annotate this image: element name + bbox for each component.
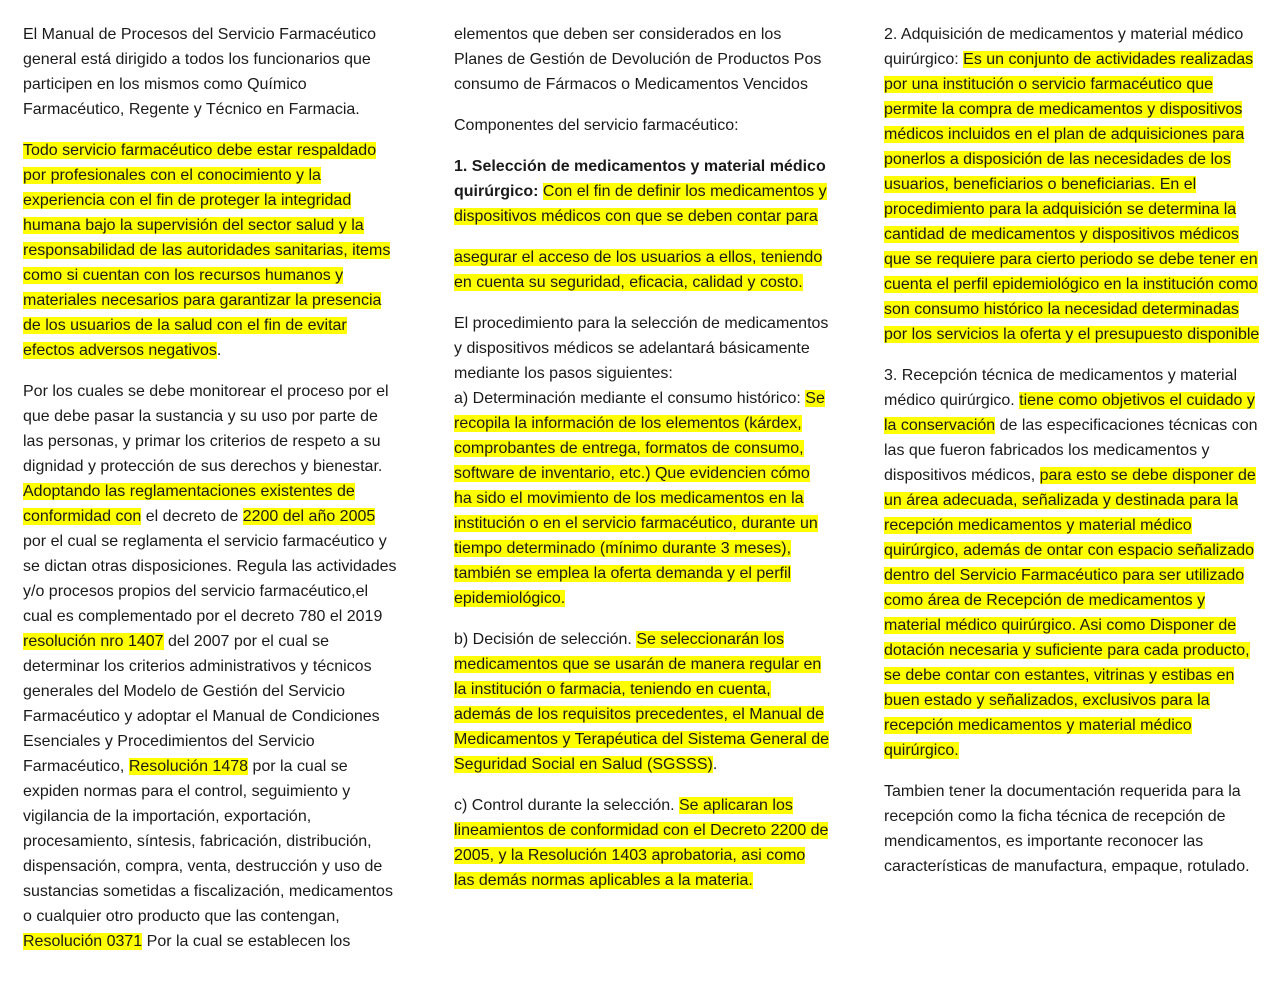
text-segment: Por los cuales se debe monitorear el proceso por el que debe pasar la sustancia y su uso por parte de las personas, y primar los criterios de respeto a su dignidad y protección de sus derechos y bienestar. (23, 383, 389, 475)
text-segment: 2. Adquisición de medicamentos y material médico quirúrgico: (884, 26, 1244, 68)
text-segment: b) Decisión de selección. (454, 631, 637, 648)
section-heading: 1. Selección de medicamentos y material médico quirúrgico: (454, 158, 826, 200)
text-segment: . (712, 756, 718, 773)
highlighted-text: Todo servicio farmacéutico debe estar respaldado por profesionales con el conocimiento y la experiencia con el fin de proteger la integridad humana bajo la supervisión del sector salud y la responsabilidad de las autoridades sanitarias, items como si cuentan con los recursos humanos y materiales necesarios para garantizar la presencia de los usuarios de la salud con el fin de evitar efectos adversos negativos (23, 142, 391, 359)
text-segment: . (216, 342, 222, 359)
text-segment: El procedimiento para la selección de medicamentos y dispositivos médicos se adelantará básicamente mediante los pasos siguientes: (454, 315, 829, 382)
paragraph (454, 793, 829, 893)
text-column-2 (454, 22, 829, 909)
highlighted-text: Es un conjunto de actividades realizadas por una institución o servicio farmacéutico que permite la compra de medicamentos y dispositivos médicos incluidos en el plan de adquisiciones para ponerlos a disposición de las necesidades de los usuarios, beneficiarios o beneficiarias. En el procedimiento para la adquisición se determina la cantidad de medicamentos y dispositivos médicos que se requiere para cierto periodo se debe tener en cuenta el perfil epidemiológico en la institución como son consumo histórico la necesidad determinadas por los servicios la oferta y el presupuesto disponible (884, 51, 1260, 343)
highlighted-text: Resolución 1478 (128, 758, 249, 775)
paragraph (454, 22, 829, 97)
paragraph (23, 379, 401, 954)
highlighted-text: Se aplicaran los lineamientos de conformidad con el Decreto 2200 de 2005, y la Resolución 1403 aprobatoria, asi como las demás normas aplicables a la materia. (454, 797, 829, 889)
paragraph (454, 627, 829, 777)
highlighted-text: para esto se debe disponer de un área adecuada, señalizada y destinada para la recepción medicamentos y material médico quirúrgico, además de ontar con espacio señalizado dentro del Servicio Farmacéutico para ser utilizado como área de Recepción de medicamentos y material médico quirúrgico. Asi como Disponer de dotación necesaria y suficiente para cada producto, se debe contar con estantes, vitrinas y estibas en buen estado y señalizados, exclusivos para la recepción medicamentos y material médico quirúrgico. (884, 467, 1256, 759)
paragraph (884, 363, 1260, 763)
highlighted-text: Se recopila la información de los elementos (kárdex, comprobantes de entrega, formatos de consumo, software de inventario, etc.) Que evidencien cómo ha sido el movimiento de los medicamentos en la institución o en el servicio farmacéutico, durante un tiempo determinado (mínimo durante 3 meses), también se emplea la oferta demanda y el perfil epidemiológico. (454, 390, 825, 607)
text-segment: elementos que deben ser considerados en los Planes de Gestión de Devolución de Productos Pos consumo de Fármacos o Medicamentos Vencidos (454, 26, 822, 93)
text-segment: Por la cual se establecen los (142, 933, 351, 950)
paragraph (454, 154, 829, 229)
highlighted-text: resolución nro 1407 (23, 633, 164, 650)
paragraph (884, 779, 1260, 879)
paragraph (884, 22, 1260, 347)
text-segment: el decreto de (141, 508, 243, 525)
text-segment: Componentes del servicio farmacéutico: (454, 117, 739, 134)
highlighted-text: Con el fin de definir los medicamentos y dispositivos médicos con que se deben contar para (454, 183, 827, 225)
text-segment: c) Control durante la selección. (454, 797, 679, 814)
text-column-3 (884, 22, 1260, 895)
highlighted-text: 2200 del año 2005 (242, 508, 376, 525)
text-segment: 3. Recepción técnica de medicamentos y material médico quirúrgico. (884, 367, 1238, 409)
paragraph (23, 138, 401, 363)
highlighted-text: tiene como objetivos el cuidado y la conservación (884, 392, 1255, 434)
paragraph (454, 311, 829, 611)
paragraph (23, 22, 401, 122)
text-segment: por la cual se expiden normas para el control, seguimiento y vigilancia de la importación, exportación, procesamiento, síntesis, fabricación, distribución, dispensación, compra, venta, destrucción y uso de sustancias sometidas a fiscalización, medicamentos o cualquier otro producto que las contengan, (23, 758, 393, 925)
text-segment: del 2007 por el cual se determinar los criterios administrativos y técnicos generales del Modelo de Gestión del Servicio Farmacéutico y adoptar el Manual de Condiciones Esenciales y Procedimientos del Servicio Farmacéutico, (23, 633, 380, 775)
paragraph (454, 113, 829, 138)
text-segment: Tambien tener la documentación requerida para la recepción como la ficha técnica de recepción de mendicamentos, es importante reconocer las características de manufactura, empaque, rotulado. (884, 783, 1250, 875)
text-segment: El Manual de Procesos del Servicio Farmacéutico general está dirigido a todos los funcionarios que participen en los mismos como Químico Farmacéutico, Regente y Técnico en Farmacia. (23, 26, 377, 118)
highlighted-text: asegurar el acceso de los usuarios a ellos, teniendo en cuenta su seguridad, eficacia, calidad y costo. (454, 249, 823, 291)
highlighted-text: Se seleccionarán los medicamentos que se usarán de manera regular en la institución o farmacia, teniendo en cuenta, además de los requisitos precedentes, el Manual de Medicamentos y Terapéutica del Sistema General de Seguridad Social en Salud (SGSSS) (454, 631, 830, 773)
highlighted-text: Resolución 0371 (23, 933, 143, 950)
text-segment: por el cual se reglamenta el servicio farmacéutico y se dictan otras disposiciones. Regula las actividades y/o procesos propios del servicio farmacéutico,el cual es complementado por el decreto 780 el 2019 (23, 533, 397, 625)
paragraph (454, 245, 829, 295)
highlighted-text: Adoptando las reglamentaciones existentes de conformidad con (23, 483, 355, 525)
text-column-1 (23, 22, 401, 970)
text-segment: a) Determinación mediante el consumo histórico: (454, 390, 806, 407)
text-segment: de las especificaciones técnicas con las que fueron fabricados los medicamentos y dispositivos médicos, (884, 417, 1258, 484)
